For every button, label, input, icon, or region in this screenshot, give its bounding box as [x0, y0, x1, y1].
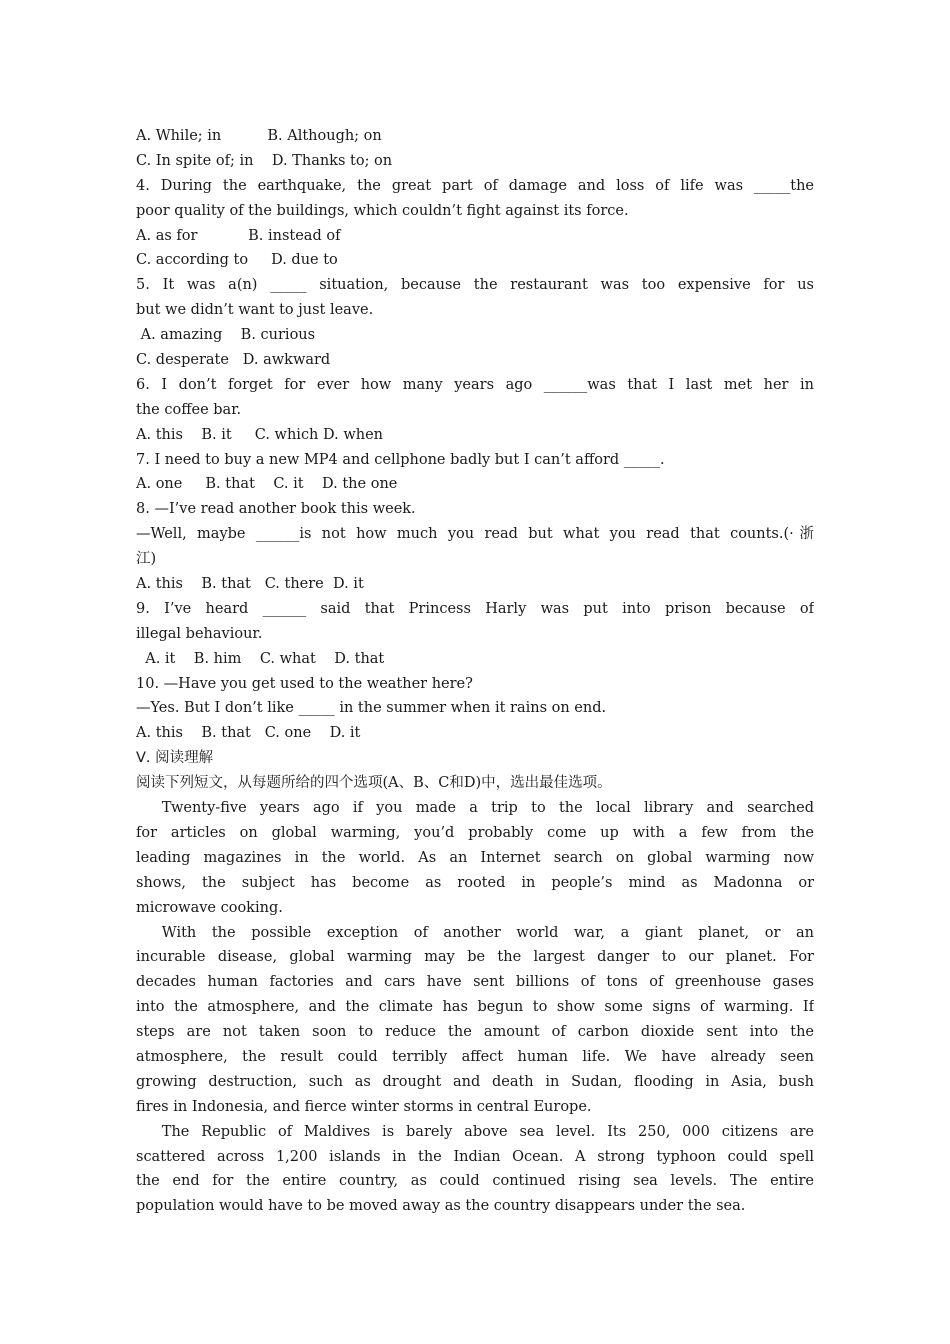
text-line: microwave cooking. — [136, 899, 283, 916]
text-line: scattered across 1,200 islands in the Indian Ocean. A strong typhoon could spell — [136, 1148, 814, 1165]
text-line: 7. I need to buy a new MP4 and cellphone badly but I can’t afford _____. — [136, 451, 665, 468]
text-line: growing destruction, such as drought and death in Sudan, flooding in Asia, bush — [136, 1073, 814, 1090]
text-line: steps are not taken soon to reduce the amount of carbon dioxide sent into the — [136, 1024, 814, 1041]
text-line: A. this B. that C. one D. it — [136, 725, 361, 742]
text-line: for articles on global warming, you’d probably come up with a few from the — [136, 824, 814, 841]
text-line: the coffee bar. — [136, 401, 242, 418]
text-line: 5. It was a(n) _____ situation, because the restaurant was too expensive for us — [136, 277, 814, 294]
text-line: —Yes. But I don’t like _____ in the summer when it rains on end. — [136, 700, 607, 717]
text-line: A. this B. it C. which D. when — [136, 426, 384, 443]
text-line: C. desperate D. awkward — [136, 352, 331, 369]
text-line: but we didn’t want to just leave. — [136, 302, 374, 319]
text-line: With the possible exception of another world war, a giant planet, or an — [161, 924, 814, 941]
text-line: The Republic of Maldives is barely above sea level. Its 250, 000 citizens are — [161, 1123, 814, 1140]
text-line: Twenty-five years ago if you made a trip to the local library and searched — [161, 800, 814, 817]
text-line: decades human factories and cars have sent billions of tons of greenhouse gases — [136, 974, 814, 991]
text-line: A. amazing B. curious — [136, 327, 316, 344]
document-page — [136, 124, 814, 1219]
text-line: shows, the subject has become as rooted in people’s mind as Madonna or — [136, 874, 814, 891]
text-line: 阅读下列短文，从每题所给的四个选项(A、B、C和D)中，选出最佳选项。 — [136, 775, 612, 792]
text-line: fires in Indonesia, and fierce winter storms in central Europe. — [136, 1098, 592, 1115]
text-line: population would have to be moved away as the country disappears under the sea. — [136, 1198, 746, 1215]
text-line: A. as for B. instead of — [136, 227, 341, 244]
text-line: A. one B. that C. it D. the one — [136, 476, 398, 493]
text-line: poor quality of the buildings, which couldn’t fight against its force. — [136, 202, 629, 219]
text-line: 4. During the earthquake, the great part of damage and loss of life was _____the — [136, 177, 814, 194]
text-line: incurable disease, global warming may be the largest danger to our planet. For — [136, 949, 814, 966]
text-line: —Well, maybe ______is not how much you read but what you read that counts.(·浙 — [136, 526, 814, 543]
text-line: into the atmosphere, and the climate has begun to show some signs of warming. If — [136, 999, 814, 1016]
text-line: A. this B. that C. there D. it — [136, 576, 364, 593]
text-line: 8. —I’ve read another book this week. — [136, 501, 416, 518]
text-line: C. In spite of; in D. Thanks to; on — [136, 152, 393, 169]
text-line: the end for the entire country, as could continued rising sea levels. The entire — [136, 1173, 814, 1190]
text-line: 9. I’ve heard ______ said that Princess Harly was put into prison because of — [136, 600, 814, 617]
text-line: leading magazines in the world. As an Internet search on global warming now — [136, 849, 814, 866]
text-line: 10. —Have you get used to the weather here? — [136, 675, 473, 692]
text-line: A. While; in B. Although; on — [136, 128, 382, 144]
text-line: illegal behaviour. — [136, 625, 263, 642]
text-line: atmosphere, the result could terribly affect human life. We have already seen — [136, 1048, 814, 1065]
text-line: A. it B. him C. what D. that — [136, 650, 385, 667]
text-line: 江) — [136, 551, 157, 568]
text-line: 6. I don’t forget for ever how many years ago ______was that I last met her in — [136, 376, 814, 393]
text-line: Ⅴ. 阅读理解 — [136, 750, 214, 767]
text-line: C. according to D. due to — [136, 252, 338, 269]
